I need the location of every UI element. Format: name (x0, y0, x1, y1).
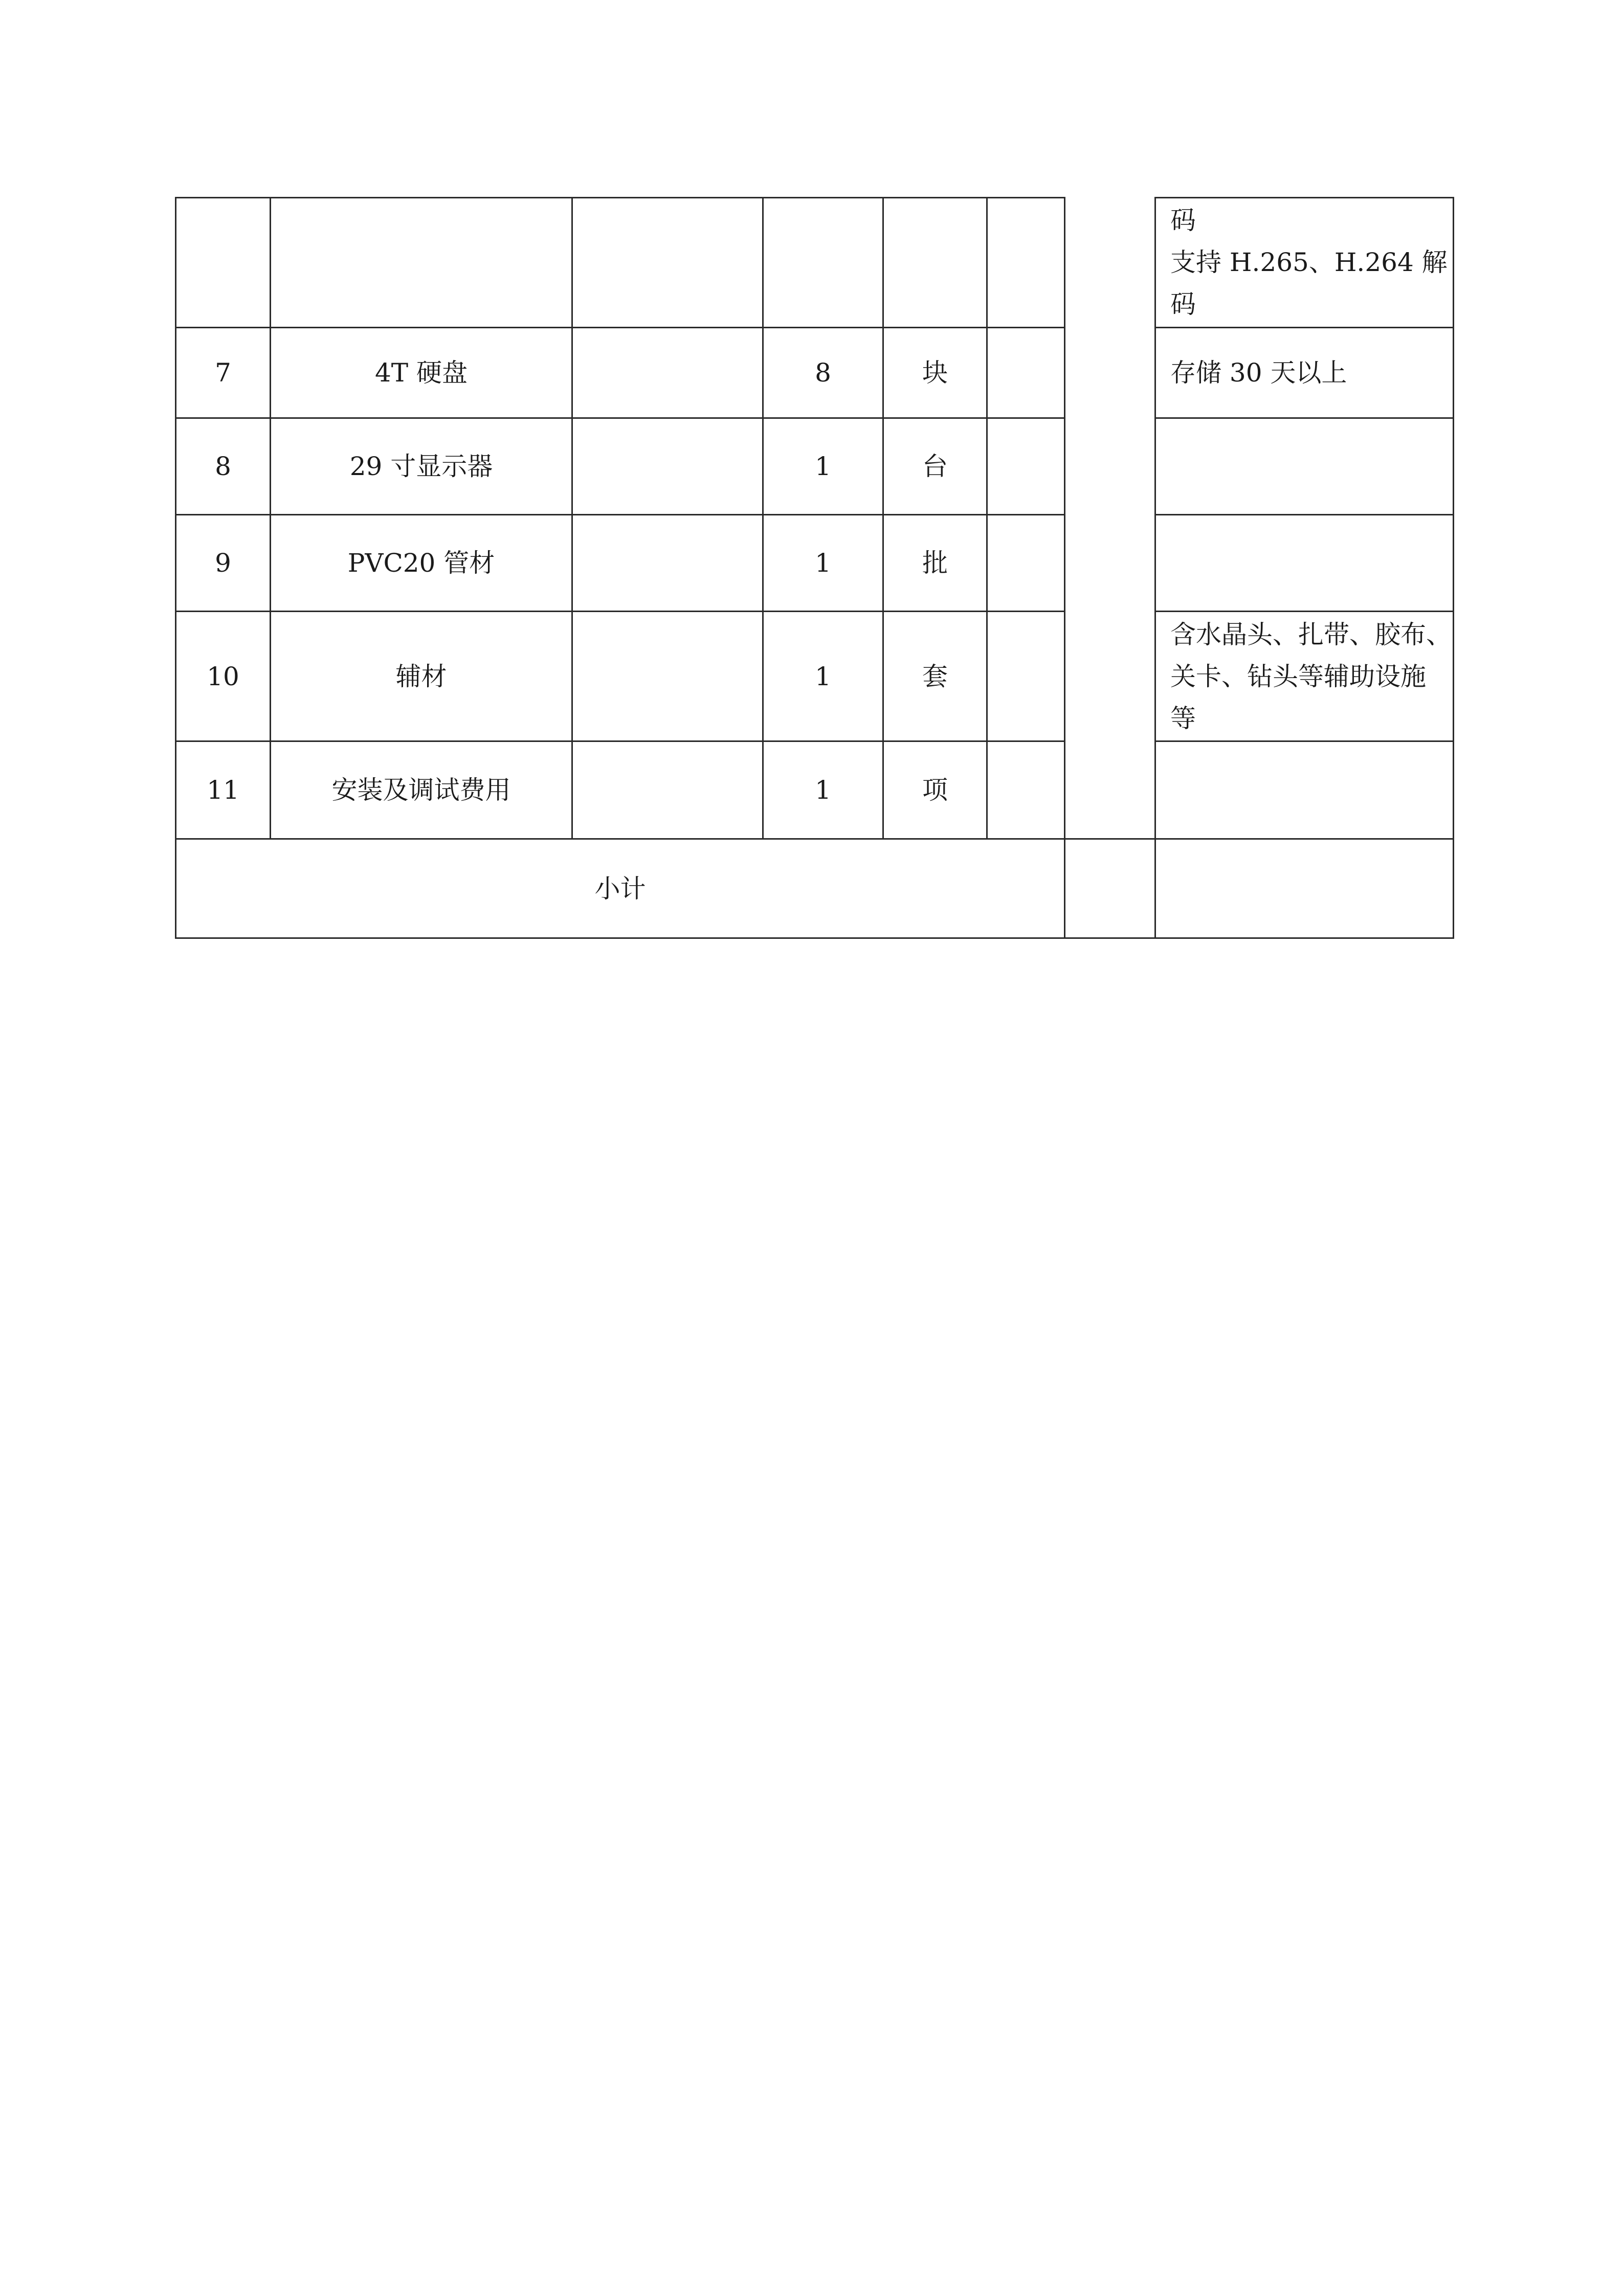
remark-cell (1155, 198, 1454, 328)
table-row (176, 741, 1454, 839)
spec-cell (572, 515, 763, 612)
name-cell: 29 寸显示器 (271, 418, 572, 515)
spec-cell (572, 741, 763, 839)
unit-cell: 块 (883, 328, 987, 418)
name-cell (271, 198, 572, 328)
no-cell: 7 (176, 328, 271, 418)
unit-cell: 批 (883, 515, 987, 612)
price-cell (987, 515, 1065, 612)
total-cell (1065, 612, 1155, 741)
price-cell (987, 741, 1065, 839)
price-cell (987, 418, 1065, 515)
unit-cell: 台 (883, 418, 987, 515)
remark-line: 含水晶头、扎带、胶布、 (1170, 619, 1452, 649)
total-cell (1065, 198, 1155, 328)
table-row-continued (176, 198, 1454, 328)
qty-cell: 1 (763, 515, 883, 612)
equipment-table (175, 197, 1454, 939)
name-cell: 辅材 (271, 612, 572, 741)
no-cell: 9 (176, 515, 271, 612)
spec-cell (572, 198, 763, 328)
qty-cell: 1 (763, 418, 883, 515)
subtotal-remark-cell (1155, 839, 1454, 938)
total-cell (1065, 741, 1155, 839)
no-cell: 11 (176, 741, 271, 839)
name-cell: 4T 硬盘 (271, 328, 572, 418)
table-row (176, 418, 1454, 515)
total-cell (1065, 328, 1155, 418)
table-row (176, 612, 1454, 741)
table-row (176, 328, 1454, 418)
qty-cell: 8 (763, 328, 883, 418)
remark-line: 等 (1170, 703, 1196, 733)
subtotal-row (176, 839, 1454, 938)
remark-cell (1155, 328, 1454, 418)
spec-cell (572, 328, 763, 418)
table-row (176, 515, 1454, 612)
remark-line: 码 (1170, 206, 1196, 235)
remark-cell (1155, 515, 1454, 612)
subtotal-label: 小计 (176, 839, 1065, 938)
total-cell (1065, 515, 1155, 612)
unit-cell: 套 (883, 612, 987, 741)
qty-cell: 1 (763, 741, 883, 839)
remark-cell (1155, 418, 1454, 515)
price-cell (987, 612, 1065, 741)
unit-cell (883, 198, 987, 328)
spec-cell (572, 418, 763, 515)
remark-line: 存储 30 天以上 (1170, 358, 1347, 388)
spec-cell (572, 612, 763, 741)
price-cell (987, 328, 1065, 418)
remark-line: 关卡、钻头等辅助设施 (1170, 661, 1426, 691)
no-cell (176, 198, 271, 328)
price-cell (987, 198, 1065, 328)
subtotal-total-cell (1065, 839, 1155, 938)
remark-cell (1155, 612, 1454, 741)
no-cell: 8 (176, 418, 271, 515)
remark-line: 码 (1170, 289, 1196, 319)
name-cell: PVC20 管材 (271, 515, 572, 612)
unit-cell: 项 (883, 741, 987, 839)
remark-line: 支持 H.265、H.264 解 (1170, 247, 1448, 277)
total-cell (1065, 418, 1155, 515)
remark-cell (1155, 741, 1454, 839)
qty-cell (763, 198, 883, 328)
name-cell: 安装及调试费用 (271, 741, 572, 839)
qty-cell: 1 (763, 612, 883, 741)
no-cell: 10 (176, 612, 271, 741)
